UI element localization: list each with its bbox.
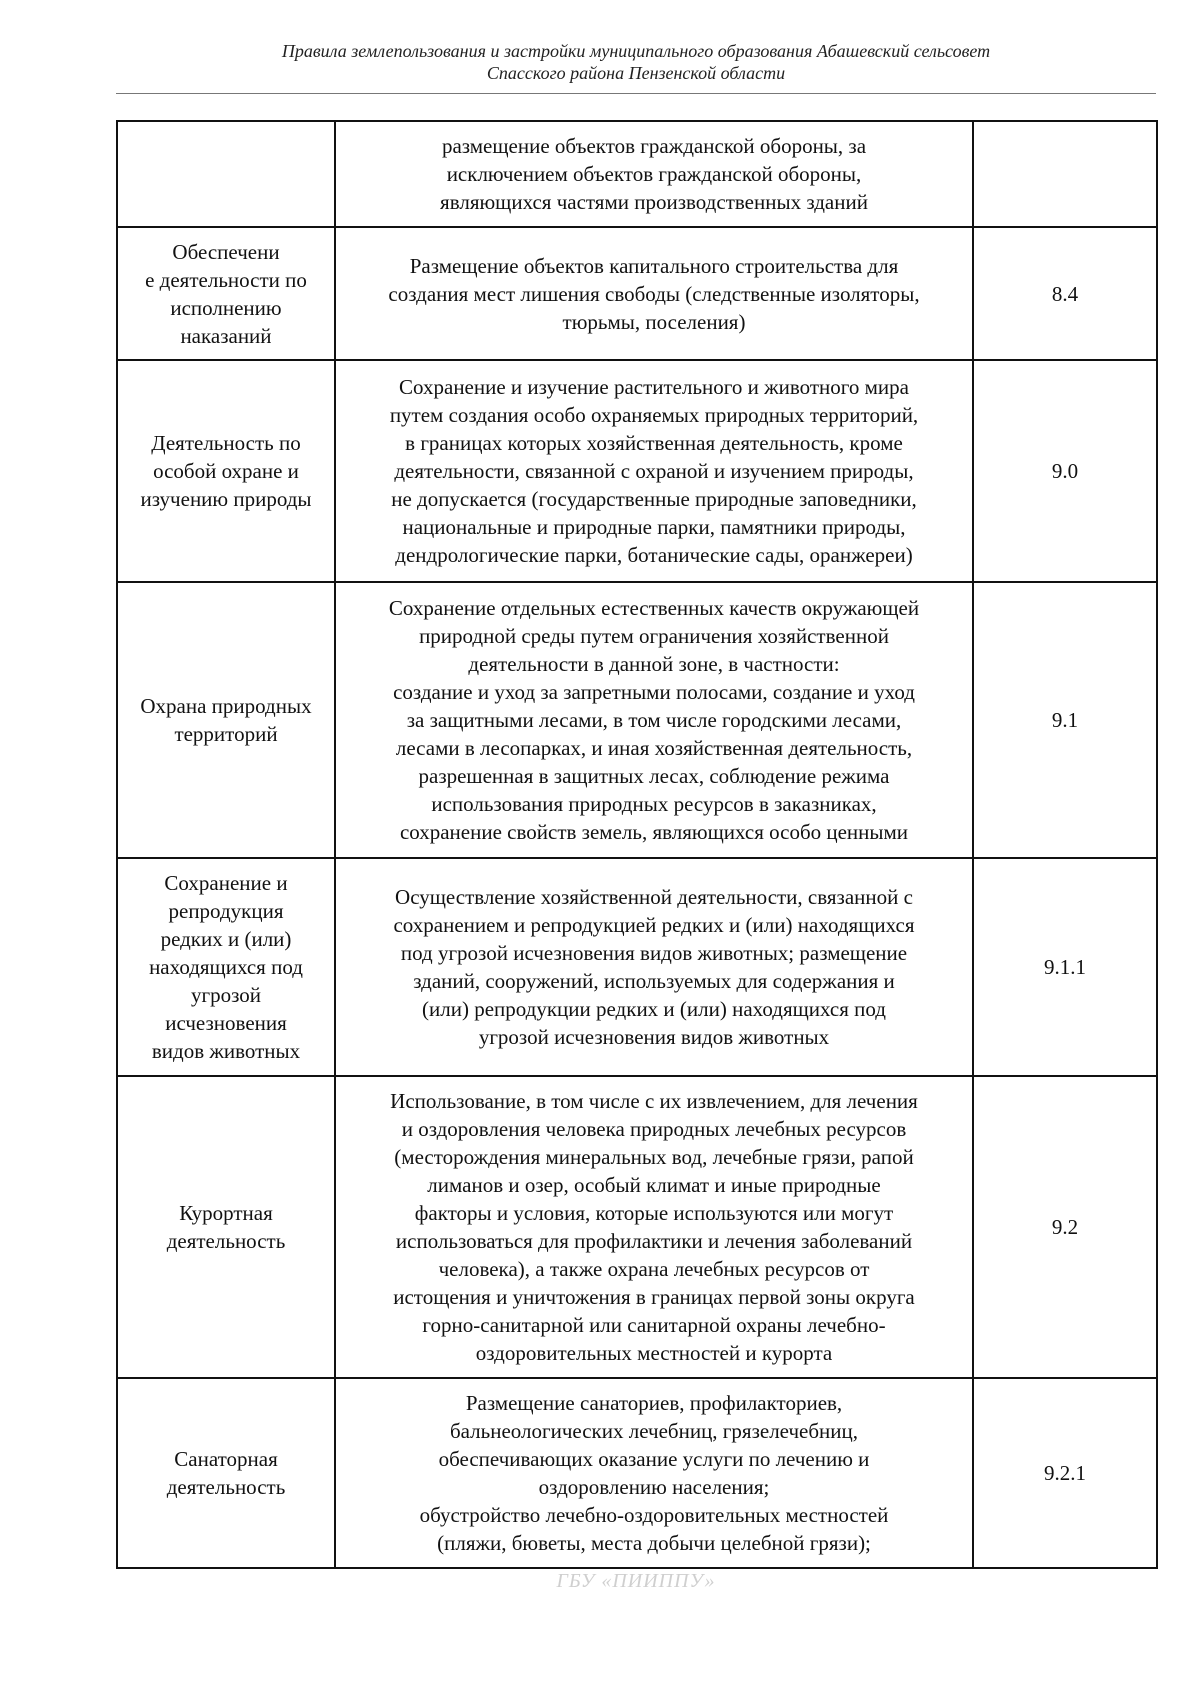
use-description-line: исключением объектов гражданской обороны, bbox=[446, 162, 862, 186]
use-description-line: путем создания особо охраняемых природных территорий, bbox=[389, 403, 919, 427]
use-description-line: сохранением и репродукцией редких и (или) находящихся bbox=[393, 913, 915, 937]
use-description-cell bbox=[335, 121, 973, 227]
use-name-line: репродукция bbox=[168, 899, 284, 923]
use-description-line: человека), а также охрана лечебных ресурсов от bbox=[438, 1257, 870, 1281]
use-code-cell: 9.1 bbox=[973, 582, 1157, 858]
use-description-line: зданий, сооружений, используемых для содержания и bbox=[413, 969, 895, 993]
use-description-line: Использование, в том числе с их извлечением, для лечения bbox=[390, 1089, 918, 1113]
use-description-line: не допускается (государственные природные заповедники, bbox=[391, 487, 917, 511]
use-description-line: оздоровлению населения; bbox=[538, 1475, 770, 1499]
use-description-line: факторы и условия, которые используются или могут bbox=[414, 1201, 894, 1225]
use-description-line: сохранение свойств земель, являющихся особо ценными bbox=[399, 820, 909, 844]
use-name-line: наказаний bbox=[180, 323, 272, 348]
table-row bbox=[117, 1378, 1157, 1568]
land-use-table bbox=[116, 120, 1158, 1569]
use-code-cell: 9.2.1 bbox=[973, 1378, 1157, 1568]
use-name-cell bbox=[117, 582, 335, 858]
use-code-cell: 9.2 bbox=[973, 1076, 1157, 1378]
use-description-line: дендрологические парки, ботанические сады, оранжереи) bbox=[395, 543, 913, 567]
use-description-line: тюрьмы, поселения) bbox=[562, 309, 746, 334]
use-name-cell bbox=[117, 227, 335, 360]
use-name-cell bbox=[117, 121, 335, 227]
use-code-cell: 9.1.1 bbox=[973, 858, 1157, 1076]
use-description-line: оздоровительных местностей и курорта bbox=[475, 1341, 833, 1365]
use-description-line: Сохранение и изучение растительного и животного мира bbox=[399, 375, 909, 399]
use-name-cell bbox=[117, 1076, 335, 1378]
table-row bbox=[117, 360, 1157, 582]
use-description-line: создания мест лишения свободы (следственные изоляторы, bbox=[388, 281, 920, 306]
use-description-line: в границах которых хозяйственная деятельность, кроме bbox=[405, 431, 903, 455]
use-description-line: истощения и уничтожения в границах первой зоны округа bbox=[393, 1285, 915, 1309]
use-name-line: Санаторная bbox=[174, 1447, 278, 1471]
header-line-1: Правила землепользования и застройки муниципального образования Абашевский сельсовет bbox=[281, 41, 991, 61]
use-description-line: использования природных ресурсов в заказниках, bbox=[431, 792, 877, 816]
use-name-line: Обеспечени bbox=[172, 239, 280, 264]
page-header bbox=[116, 40, 1156, 84]
use-name-line: территорий bbox=[174, 722, 278, 746]
use-description-line: бальнеологических лечебниц, грязелечебниц, bbox=[449, 1419, 859, 1443]
use-description-line: под угрозой исчезновения видов животных; размещение bbox=[400, 941, 908, 965]
use-name-line: е деятельности по bbox=[145, 267, 307, 292]
use-code-cell: 9.0 bbox=[973, 360, 1157, 582]
use-description-line: горно-санитарной или санитарной охраны лечебно- bbox=[422, 1313, 886, 1337]
use-description-line: являющихся частями производственных зданий bbox=[440, 190, 868, 214]
use-description-line: Сохранение отдельных естественных качеств окружающей bbox=[388, 596, 920, 620]
use-name-line: редких и (или) bbox=[160, 927, 292, 951]
use-name-cell bbox=[117, 360, 335, 582]
table-body bbox=[117, 121, 1157, 1568]
use-description-line: деятельности, связанной с охраной и изучением природы, bbox=[394, 459, 914, 483]
use-description-line: обустройство лечебно-оздоровительных местностей bbox=[419, 1503, 889, 1527]
use-description-line: лиманов и озер, особый климат и иные природные bbox=[427, 1173, 881, 1197]
use-description-line: (пляжи, бюветы, места добычи целебной грязи); bbox=[437, 1531, 871, 1555]
use-name-line: угрозой bbox=[190, 983, 262, 1007]
use-description-line: размещение объектов гражданской обороны, за bbox=[441, 134, 867, 158]
table-row bbox=[117, 1076, 1157, 1378]
use-name-line: видов животных bbox=[151, 1039, 301, 1063]
header-line-2: Спасского района Пензенской области bbox=[486, 63, 786, 83]
use-description-cell bbox=[335, 1076, 973, 1378]
use-description-line: природной среды путем ограничения хозяйственной bbox=[419, 624, 889, 648]
use-name-cell bbox=[117, 1378, 335, 1568]
use-name-line: изучению природы bbox=[140, 487, 312, 511]
use-description-line: Осуществление хозяйственной деятельности, связанной с bbox=[395, 885, 913, 909]
use-name-line: Курортная bbox=[179, 1201, 273, 1225]
use-description-line: (или) репродукции редких и (или) находящихся под bbox=[422, 997, 886, 1021]
use-name-line: особой охране и bbox=[153, 459, 299, 483]
use-description-line: и оздоровления человека природных лечебных ресурсов bbox=[401, 1117, 907, 1141]
use-description-line: угрозой исчезновения видов животных bbox=[478, 1025, 830, 1049]
header-divider bbox=[116, 93, 1156, 94]
use-description-cell bbox=[335, 582, 973, 858]
use-name-line: деятельность bbox=[166, 1475, 286, 1499]
use-description-line: создание и уход за запретными полосами, создание и уход bbox=[393, 680, 915, 704]
use-description-line: Размещение объектов капитального строительства для bbox=[409, 253, 899, 278]
use-description-line: национальные и природные парки, памятники природы, bbox=[402, 515, 906, 539]
use-description-line: Размещение санаториев, профилакториев, bbox=[465, 1391, 843, 1415]
use-code-cell bbox=[973, 121, 1157, 227]
use-description-line: деятельности в данной зоне, в частности: bbox=[468, 652, 840, 676]
use-name-cell bbox=[117, 858, 335, 1076]
use-description-cell bbox=[335, 227, 973, 360]
use-name-line: Сохранение и bbox=[164, 871, 288, 895]
table-row bbox=[117, 121, 1157, 227]
table-row bbox=[117, 582, 1157, 858]
use-description-line: за защитными лесами, в том числе городскими лесами, bbox=[406, 708, 902, 732]
use-name-line: Охрана природных bbox=[140, 694, 312, 718]
table-row bbox=[117, 227, 1157, 360]
page-footer-watermark: ГБУ «ПИИППУ» bbox=[556, 1570, 716, 1592]
use-name-line: Деятельность по bbox=[151, 431, 301, 455]
use-code-cell: 8.4 bbox=[973, 227, 1157, 360]
use-description-line: (месторождения минеральных вод, лечебные грязи, рапой bbox=[394, 1145, 914, 1169]
use-description-line: лесами в лесопарках, и иная хозяйственная деятельность, bbox=[395, 736, 913, 760]
table-row bbox=[117, 858, 1157, 1076]
use-description-cell bbox=[335, 858, 973, 1076]
use-description-line: использоваться для профилактики и лечения заболеваний bbox=[395, 1229, 913, 1253]
use-description-line: обеспечивающих оказание услуги по лечению и bbox=[438, 1447, 870, 1471]
use-description-cell bbox=[335, 360, 973, 582]
use-name-line: исчезновения bbox=[165, 1011, 287, 1035]
use-name-line: исполнению bbox=[170, 295, 282, 320]
use-name-line: находящихся под bbox=[149, 955, 303, 979]
use-description-cell bbox=[335, 1378, 973, 1568]
use-description-line: разрешенная в защитных лесах, соблюдение режима bbox=[418, 764, 890, 788]
use-name-line: деятельность bbox=[166, 1229, 286, 1253]
